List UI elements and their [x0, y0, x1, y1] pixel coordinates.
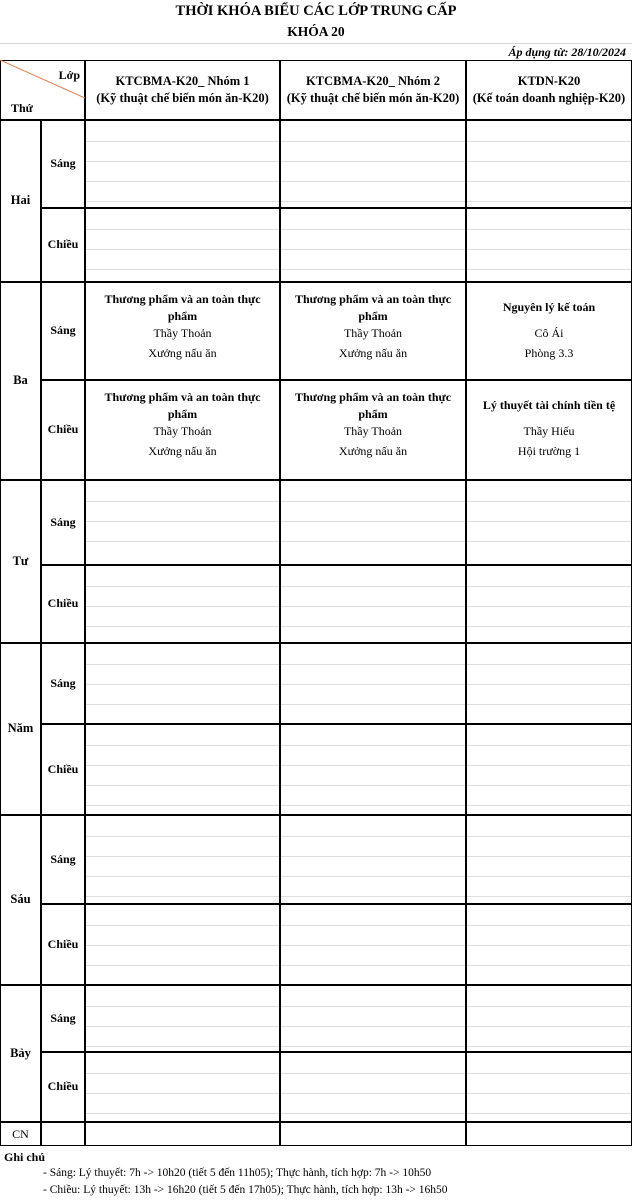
lesson-entry: [469, 389, 629, 460]
grid-line: [86, 269, 279, 270]
grid-line: [281, 161, 465, 162]
lesson-entry: [283, 291, 463, 362]
page-title: THỜI KHÓA BIỂU CÁC LỚP TRUNG CẤP: [175, 3, 457, 19]
grid-line: [467, 249, 631, 250]
day-cell-5: [0, 815, 41, 985]
room: Hội trường 1: [517, 444, 581, 458]
grid-line: [281, 541, 465, 542]
room: Xưởng nấu ăn: [338, 444, 408, 458]
grid-line: [86, 704, 279, 705]
grid-line: [86, 925, 279, 926]
lesson-entry: [88, 389, 277, 460]
schedule-cell: [280, 282, 466, 380]
grid-line: [86, 836, 279, 837]
subject-line-1: Thương phẩm và an toàn thực: [294, 292, 452, 306]
grid-line: [281, 1006, 465, 1007]
session-label: Sáng: [50, 156, 76, 170]
grid-line: [281, 269, 465, 270]
grid-line: [467, 521, 631, 522]
page-subtitle: KHÓA 20: [287, 24, 345, 39]
schedule-cell: [85, 985, 280, 1052]
class-header-2: [280, 60, 466, 120]
grid-line: [86, 876, 279, 877]
corner-class-label: Lớp: [58, 68, 80, 82]
schedule-cell: [466, 724, 632, 815]
day-cell-4: [0, 643, 41, 815]
grid-line: [467, 765, 631, 766]
schedule-cell: [466, 643, 632, 724]
class-name: (Kế toán doanh nghiệp-K20): [472, 91, 626, 105]
notes-morning: - Sáng: Lý thuyết: 7h -> 10h20 (tiết 5 đến 11h05); Thực hành, tích hợp: 7h -> 10h50: [43, 1167, 432, 1179]
schedule-cell: [85, 904, 280, 985]
subject-line-2: phẩm: [167, 407, 198, 421]
grid-line: [467, 501, 631, 502]
grid-line: [467, 684, 631, 685]
grid-line: [281, 896, 465, 897]
grid-line: [281, 965, 465, 966]
grid-line: [281, 745, 465, 746]
session-label-cell: [41, 724, 85, 815]
grid-line: [86, 1026, 279, 1027]
grid-line: [281, 664, 465, 665]
grid-line: [281, 836, 465, 837]
session-label: Chiều: [47, 1079, 79, 1093]
apply-date: Áp dụng từ: 28/10/2024: [508, 45, 626, 59]
session-label: Chiều: [47, 237, 79, 251]
grid-line: [281, 1046, 465, 1047]
grid-line: [467, 626, 631, 627]
class-header-text: [86, 73, 279, 107]
grid-line: [467, 606, 631, 607]
schedule-cell: [280, 724, 466, 815]
teacher: Cô Ái: [534, 326, 564, 340]
grid-line: [281, 856, 465, 857]
grid-line: [467, 1073, 631, 1074]
grid-line: [86, 965, 279, 966]
grid-line: [467, 181, 631, 182]
grid-line: [86, 161, 279, 162]
grid-line: [467, 1026, 631, 1027]
teacher: Thầy Thoản: [343, 424, 403, 438]
grid-line: [281, 1093, 465, 1094]
grid-line: [86, 1113, 279, 1114]
subject-line-1: Lý thuyết tài chính tiền tệ: [482, 398, 616, 412]
teacher: Thầy Thoản: [153, 424, 212, 438]
grid-line: [467, 1093, 631, 1094]
class-header-text: [281, 73, 465, 107]
room: Xưởng nấu ăn: [148, 444, 217, 458]
subject-line-1: Thương phẩm và an toàn thực: [104, 390, 261, 404]
subject-line-2: phẩm: [358, 407, 388, 421]
grid-line: [467, 785, 631, 786]
schedule-cell: [466, 208, 632, 282]
subject-line-2: phẩm: [358, 309, 388, 323]
session-label-cell: [41, 380, 85, 480]
schedule-cell: [280, 380, 466, 480]
grid-line: [281, 1073, 465, 1074]
session-label-cell: [41, 565, 85, 643]
lesson-entry: [469, 291, 629, 362]
sunday-label-cell: [0, 1122, 41, 1146]
sunday-schedule-cell: [280, 1122, 466, 1146]
grid-line: [86, 606, 279, 607]
grid-line: [467, 925, 631, 926]
grid-line: [467, 856, 631, 857]
schedule-cell: [466, 985, 632, 1052]
subject-line-1: Nguyên lý kế toán: [502, 300, 596, 314]
session-label: Sáng: [50, 675, 76, 690]
class-name: (Kỹ thuật chế biến món ăn-K20): [286, 91, 460, 105]
grid-line: [86, 626, 279, 627]
grid-line: [281, 501, 465, 502]
schedule-cell: [280, 480, 466, 565]
grid-line: [86, 684, 279, 685]
grid-line: [86, 541, 279, 542]
session-label-cell: [41, 815, 85, 904]
grid-line: [281, 181, 465, 182]
grid-line: [86, 1006, 279, 1007]
grid-line: [86, 229, 279, 230]
session-label: Sáng: [50, 1010, 76, 1025]
sunday-schedule-cell: [85, 1122, 280, 1146]
grid-line: [467, 896, 631, 897]
schedule-cell: [85, 380, 280, 480]
day-cell-2: [0, 282, 41, 480]
schedule-cell: [85, 282, 280, 380]
schedule-cell: [466, 565, 632, 643]
day-label: Bảy: [10, 1045, 31, 1060]
subject-line-1: Thương phẩm và an toàn thực: [294, 390, 452, 404]
schedule-cell: [280, 985, 466, 1052]
grid-line: [281, 626, 465, 627]
corner-day-label: Thứ: [11, 101, 33, 115]
room: Xưởng nấu ăn: [148, 346, 217, 360]
schedule-cell: [85, 724, 280, 815]
session-label-cell: [41, 643, 85, 724]
grid-line: [467, 1046, 631, 1047]
notes-afternoon: - Chiều: Lý thuyết: 13h -> 16h20 (tiết 5 đến 17h05); Thực hành, tích hợp: 13h -> 16h50: [43, 1184, 448, 1196]
grid-line: [467, 269, 631, 270]
schedule-cell: [466, 380, 632, 480]
grid-line: [281, 586, 465, 587]
schedule-cell: [280, 815, 466, 904]
sunday-session-cell: [41, 1122, 85, 1146]
grid-line: [467, 229, 631, 230]
subject-line-2: phẩm: [167, 309, 198, 323]
sunday-schedule-cell: [466, 1122, 632, 1146]
schedule-cell: [280, 1052, 466, 1122]
session-label-cell: [41, 904, 85, 985]
schedule-cell: [85, 208, 280, 282]
grid-line: [86, 181, 279, 182]
schedule-cell: [85, 565, 280, 643]
grid-line: [281, 249, 465, 250]
class-code: KTDN-K20: [517, 74, 581, 88]
room: Phòng 3.3: [524, 346, 574, 360]
grid-line: [86, 856, 279, 857]
grid-line: [467, 945, 631, 946]
day-label: Năm: [7, 721, 34, 735]
divider: [0, 43, 632, 44]
corner-cell: [0, 60, 85, 120]
day-label: Ba: [13, 373, 28, 387]
grid-line: [281, 805, 465, 806]
schedule-cell: [85, 815, 280, 904]
grid-line: [281, 876, 465, 877]
grid-line: [467, 836, 631, 837]
room: Xưởng nấu ăn: [338, 346, 408, 360]
subject-line-1: Thương phẩm và an toàn thực: [104, 292, 261, 306]
teacher: Thầy Thoản: [153, 326, 212, 340]
class-name: (Kỹ thuật chế biến món ăn-K20): [96, 91, 269, 105]
session-label: Chiều: [47, 936, 79, 951]
schedule-cell: [466, 282, 632, 380]
day-label: Tư: [12, 553, 29, 568]
grid-line: [281, 201, 465, 202]
schedule-cell: [85, 120, 280, 208]
schedule-cell: [85, 480, 280, 565]
grid-line: [86, 141, 279, 142]
schedule-cell: [466, 120, 632, 208]
grid-line: [86, 521, 279, 522]
schedule-cell: [466, 904, 632, 985]
grid-line: [467, 745, 631, 746]
schedule-cell: [280, 904, 466, 985]
day-label: Hai: [10, 193, 31, 207]
sunday-label: CN: [12, 1127, 29, 1141]
schedule-cell: [280, 208, 466, 282]
session-label: Chiều: [47, 596, 79, 610]
session-label-cell: [41, 985, 85, 1052]
session-label-cell: [41, 480, 85, 565]
schedule-cell: [280, 120, 466, 208]
grid-line: [281, 1026, 465, 1027]
grid-line: [467, 1006, 631, 1007]
schedule-cell: [466, 815, 632, 904]
grid-line: [86, 201, 279, 202]
grid-line: [467, 541, 631, 542]
grid-line: [86, 249, 279, 250]
grid-line: [467, 201, 631, 202]
lesson-entry: [283, 389, 463, 460]
schedule-cell: [85, 643, 280, 724]
class-header-text: [467, 73, 631, 107]
class-code: KTCBMA-K20_ Nhóm 1: [115, 74, 250, 88]
grid-line: [281, 684, 465, 685]
grid-line: [86, 745, 279, 746]
schedule-cell: [85, 1052, 280, 1122]
session-label: Sáng: [50, 514, 76, 529]
grid-line: [281, 229, 465, 230]
session-label-cell: [41, 282, 85, 380]
schedule-cell: [280, 565, 466, 643]
schedule-cell: [280, 643, 466, 724]
grid-line: [86, 1073, 279, 1074]
grid-line: [467, 586, 631, 587]
session-label: Sáng: [50, 323, 76, 337]
day-cell-3: [0, 480, 41, 643]
grid-line: [86, 805, 279, 806]
day-cell-6: [0, 985, 41, 1122]
day-cell-1: [0, 120, 41, 282]
day-label: Sáu: [10, 892, 31, 906]
grid-line: [467, 161, 631, 162]
class-header-1: [85, 60, 280, 120]
grid-line: [467, 141, 631, 142]
grid-line: [467, 805, 631, 806]
grid-line: [281, 141, 465, 142]
grid-line: [281, 925, 465, 926]
grid-line: [281, 521, 465, 522]
grid-line: [86, 1093, 279, 1094]
teacher: Thầy Hiếu: [523, 424, 575, 438]
grid-line: [281, 765, 465, 766]
grid-line: [467, 664, 631, 665]
grid-line: [467, 965, 631, 966]
class-header-3: [466, 60, 632, 120]
session-label-cell: [41, 120, 85, 208]
grid-line: [86, 586, 279, 587]
notes-title: Ghi chú: [4, 1150, 46, 1164]
grid-line: [86, 664, 279, 665]
grid-line: [281, 704, 465, 705]
grid-line: [467, 876, 631, 877]
grid-line: [86, 945, 279, 946]
session-label-cell: [41, 208, 85, 282]
session-label: Sáng: [50, 851, 76, 866]
session-label: Chiều: [47, 761, 79, 776]
lesson-entry: [88, 291, 277, 362]
session-label: Chiều: [47, 422, 79, 436]
class-code: KTCBMA-K20_ Nhóm 2: [305, 74, 441, 88]
schedule-cell: [466, 480, 632, 565]
grid-line: [467, 704, 631, 705]
teacher: Thầy Thoản: [343, 326, 403, 340]
schedule-cell: [466, 1052, 632, 1122]
grid-line: [281, 1113, 465, 1114]
grid-line: [281, 606, 465, 607]
grid-line: [86, 785, 279, 786]
grid-line: [467, 1113, 631, 1114]
grid-line: [281, 945, 465, 946]
session-label-cell: [41, 1052, 85, 1122]
grid-line: [86, 896, 279, 897]
grid-line: [86, 765, 279, 766]
grid-line: [281, 785, 465, 786]
grid-line: [86, 501, 279, 502]
grid-line: [86, 1046, 279, 1047]
